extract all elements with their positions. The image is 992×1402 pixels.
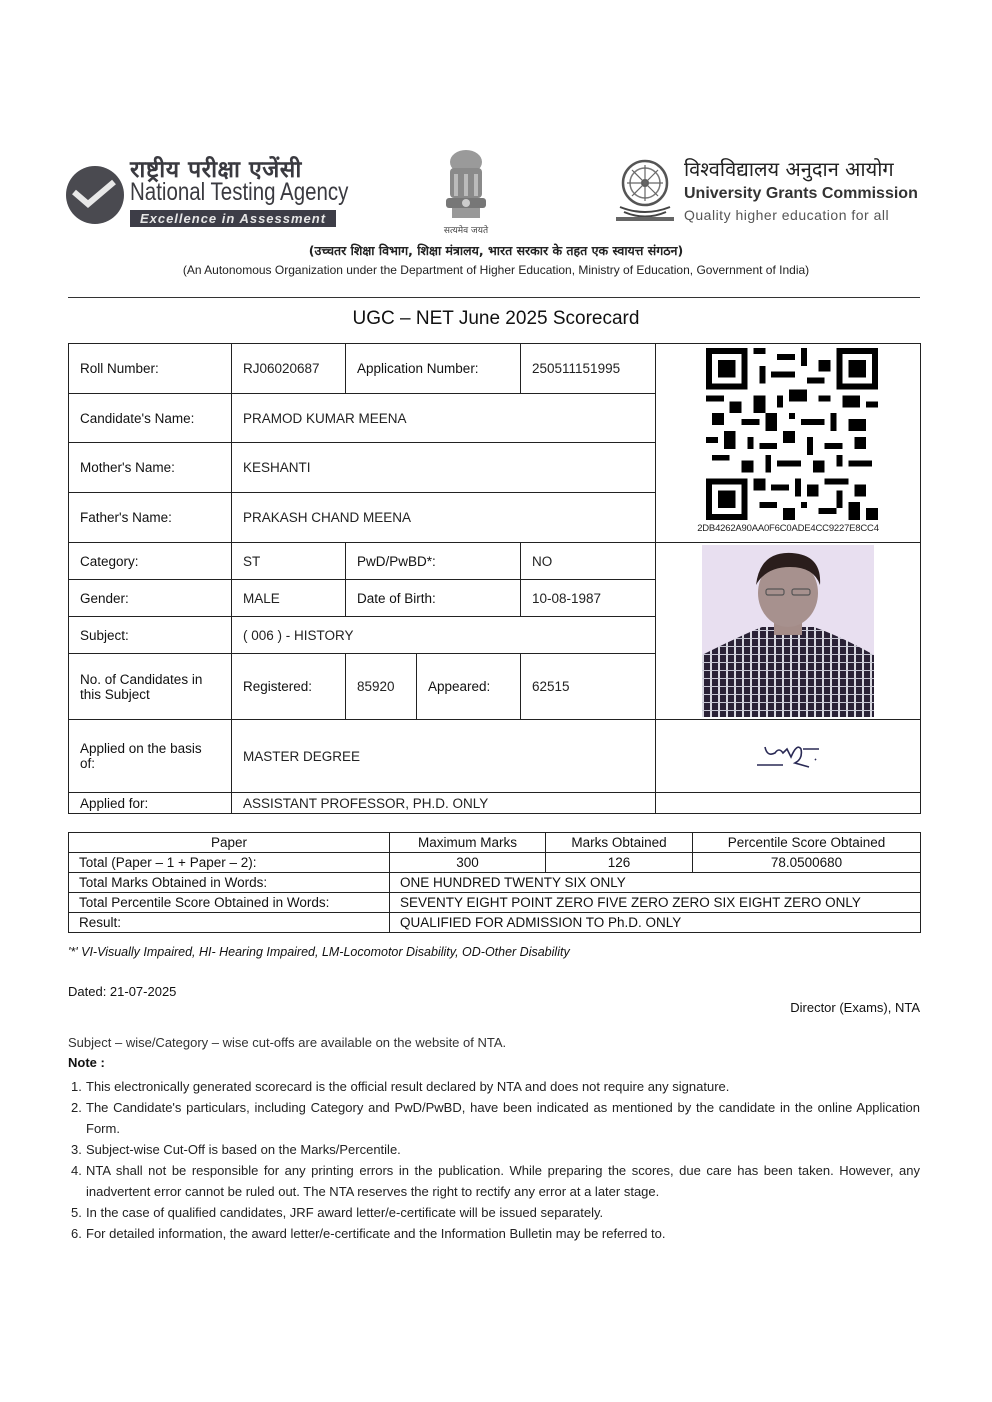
candidate-photo [702, 545, 874, 717]
nta-english-name: National Testing Agency [130, 178, 349, 206]
state-emblem [430, 148, 502, 236]
column-header-percentile: Percentile Score Obtained [693, 833, 921, 853]
list-item: 3. Subject-wise Cut-Off is based on the Marks/Percentile. [71, 1142, 401, 1157]
father-name-value: PRAKASH CHAND MEENA [232, 493, 656, 543]
subject-label: Subject: [69, 617, 232, 654]
photo-cell [656, 543, 921, 720]
hindi-subtitle: (उच्चतर शिक्षा विभाग, शिक्षा मंत्रालय, भारत सरकार के तहत एक स्वायत्त संगठन) [308, 243, 684, 258]
column-header-paper: Paper [69, 833, 390, 853]
category-label: Category: [69, 543, 232, 580]
pwd-label: PwD/PwBD*: [346, 543, 521, 580]
candidate-name-label: Candidate's Name: [69, 394, 232, 443]
roll-number-label: Roll Number: [69, 344, 232, 394]
qr-code-text: 2DB4262A90AA0F6C0ADE4CC9227E8CC4 [697, 522, 879, 534]
table-row [69, 344, 921, 394]
list-item: 1. This electronically generated scorecard is the official result declared by NTA and does not require any signature. [71, 1079, 730, 1094]
score-table [68, 832, 921, 933]
ugc-tagline: Quality higher education for all [684, 207, 890, 223]
result-value: QUALIFIED FOR ADMISSION TO Ph.D. ONLY [390, 913, 921, 933]
candidate-name-value: PRAMOD KUMAR MEENA [232, 394, 656, 443]
candidate-signature [753, 739, 823, 773]
result-label: Result: [69, 913, 390, 933]
cutoff-info: Subject – wise/Category – wise cut-offs are available on the website of NTA. [68, 1035, 507, 1050]
qr-code-icon [706, 348, 878, 520]
table-row [69, 893, 921, 913]
candidates-count-label: No. of Candidates in this Subject [69, 654, 232, 720]
table-row [69, 873, 921, 893]
max-marks-value: 300 [390, 853, 546, 873]
dob-label: Date of Birth: [346, 580, 521, 617]
notes-list [68, 1076, 920, 1244]
table-row [69, 793, 921, 814]
list-item: 4. NTA shall not be responsible for any printing errors in the publication. While preparing the scores, due care has been taken. However, any inadvertent error cannot be ruled out. The NTA reserves the right to rectify any error at a later stage. [71, 1163, 920, 1199]
empty-cell [656, 793, 921, 814]
mother-name-label: Mother's Name: [69, 443, 232, 493]
registered-value: 85920 [346, 654, 417, 720]
dob-value: 10-08-1987 [521, 580, 656, 617]
registered-label: Registered: [232, 654, 346, 720]
percentile-value: 78.0500680 [693, 853, 921, 873]
column-header-max-marks: Maximum Marks [390, 833, 546, 853]
qr-code-cell [656, 344, 921, 543]
disability-footnote: '*' VI-Visually Impaired, HI- Hearing Impaired, LM-Locomotor Disability, OD-Other Disability [68, 945, 570, 959]
gender-value: MALE [232, 580, 346, 617]
mother-name-value: KESHANTI [232, 443, 656, 493]
english-subtitle: (An Autonomous Organization under the Department of Higher Education, Ministry of Education, Government of India) [182, 263, 810, 277]
applied-for-value: ASSISTANT PROFESSOR, PH.D. ONLY [232, 793, 656, 814]
ugc-logo [614, 155, 924, 227]
nta-tagline: Excellence in Assessment [130, 210, 336, 227]
note-heading: Note : [68, 1055, 105, 1070]
table-row [69, 720, 921, 793]
category-value: ST [232, 543, 346, 580]
emblem-caption: सत्यमेव जयते [443, 226, 489, 236]
appeared-label: Appeared: [417, 654, 521, 720]
application-number-label: Application Number: [346, 344, 521, 394]
lion-capital-icon [430, 148, 502, 224]
page-title: UGC – NET June 2025 Scorecard [352, 308, 640, 329]
father-name-label: Father's Name: [69, 493, 232, 543]
pwd-value: NO [521, 543, 656, 580]
nta-hindi-name: राष्ट्रीय परीक्षा एजेंसी [130, 157, 302, 183]
gender-label: Gender: [69, 580, 232, 617]
column-header-marks-obtained: Marks Obtained [546, 833, 693, 853]
percentile-words-label: Total Percentile Score Obtained in Words: [69, 893, 390, 913]
marks-words-value: ONE HUNDRED TWENTY SIX ONLY [390, 873, 921, 893]
table-row [69, 913, 921, 933]
score-header-row [69, 833, 921, 853]
marks-obtained-value: 126 [546, 853, 693, 873]
basis-value: MASTER DEGREE [232, 720, 656, 793]
subject-value: ( 006 ) - HISTORY [232, 617, 656, 654]
application-number-value: 250511151995 [521, 344, 656, 394]
list-item: 5. In the case of qualified candidates, JRF award letter/e-certificate will be issued separately. [71, 1205, 604, 1220]
total-label: Total (Paper – 1 + Paper – 2): [69, 853, 390, 873]
signature-cell [656, 720, 921, 793]
nta-logo [66, 150, 349, 230]
percentile-words-value: SEVENTY EIGHT POINT ZERO FIVE ZERO ZERO SIX EIGHT ZERO ONLY [390, 893, 921, 913]
list-item: 6. For detailed information, the award letter/e-certificate and the Information Bulletin may be referred to. [71, 1226, 666, 1241]
table-row [69, 543, 921, 580]
ugc-wheel-icon [614, 157, 676, 223]
marks-words-label: Total Marks Obtained in Words: [69, 873, 390, 893]
dated-text: Dated: 21-07-2025 [68, 984, 177, 999]
basis-label: Applied on the basis of: [69, 720, 232, 793]
ugc-hindi-name: विश्वविद्यालय अनुदान आयोग [684, 157, 894, 181]
checkmark-circle-icon [66, 166, 124, 224]
appeared-value: 62515 [521, 654, 656, 720]
roll-number-value: RJ06020687 [232, 344, 346, 394]
director-signature-line: Director (Exams), NTA [790, 1000, 920, 1015]
table-row [69, 853, 921, 873]
ugc-english-name: University Grants Commission [684, 185, 918, 202]
candidate-details-table [68, 343, 921, 814]
applied-for-label: Applied for: [69, 793, 232, 814]
list-item: 2. The Candidate's particulars, including Category and PwD/PwBD, have been indicated as mentioned by the candidate in the online Application Form. [71, 1100, 920, 1136]
header-divider [68, 297, 920, 298]
